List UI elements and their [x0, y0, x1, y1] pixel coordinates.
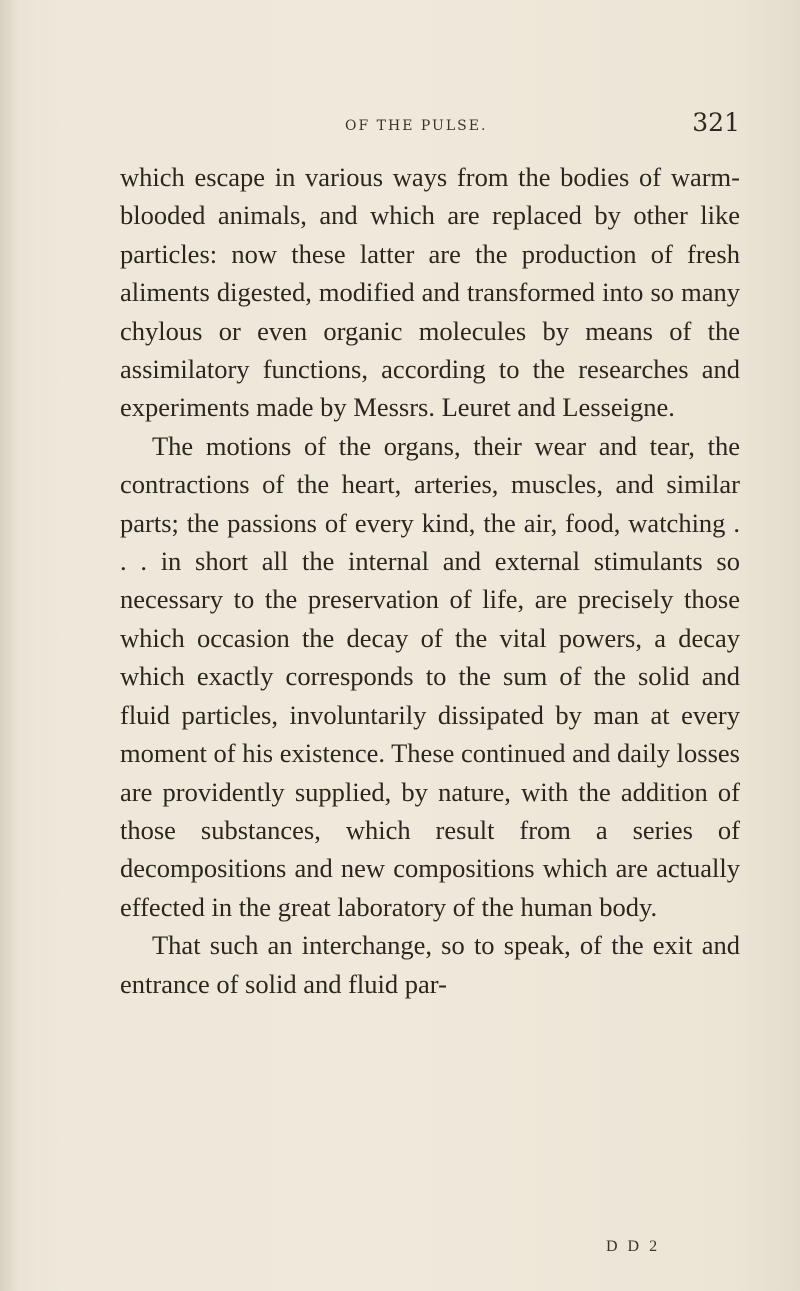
page-header	[120, 108, 740, 152]
page-number: 321	[692, 108, 740, 137]
signature-mark: D D 2	[606, 1238, 661, 1255]
paragraph-interchange: That such an interchange, so to speak, of the exit and entrance of solid and fluid par-	[120, 930, 740, 999]
paragraph-motions: The motions of the organs, their wear and tear, the contractions of the heart, arteries, muscles, and similar parts; the passions of every kind, the air, food, watching . . . in short all the internal and external stimulants so necessary to the preservation of life, are precisely those which occasion the decay of the vital powers, a decay which exactly corresponds to the sum of the solid and fluid particles, involuntarily dissipated by man at every moment of his existence. These continued and daily losses are providently supplied, by nature, with the addition of those substances, which result from a series of decompositions and new compositions which are actually effected in the great laboratory of the human body.	[120, 430, 740, 922]
running-head: OF THE PULSE.	[345, 118, 488, 134]
paragraph-continuation: which escape in various ways from the bodies of warm-blooded animals, and which are replaced by other like particles: now these latter are the production of fresh aliments digested, modified and transformed into so many chylous or even organic molecules by means of the assimilatory functions, according to the researches and experiments made by Messrs. Leuret and Lesseigne.	[120, 162, 740, 423]
body-text	[120, 158, 740, 1003]
